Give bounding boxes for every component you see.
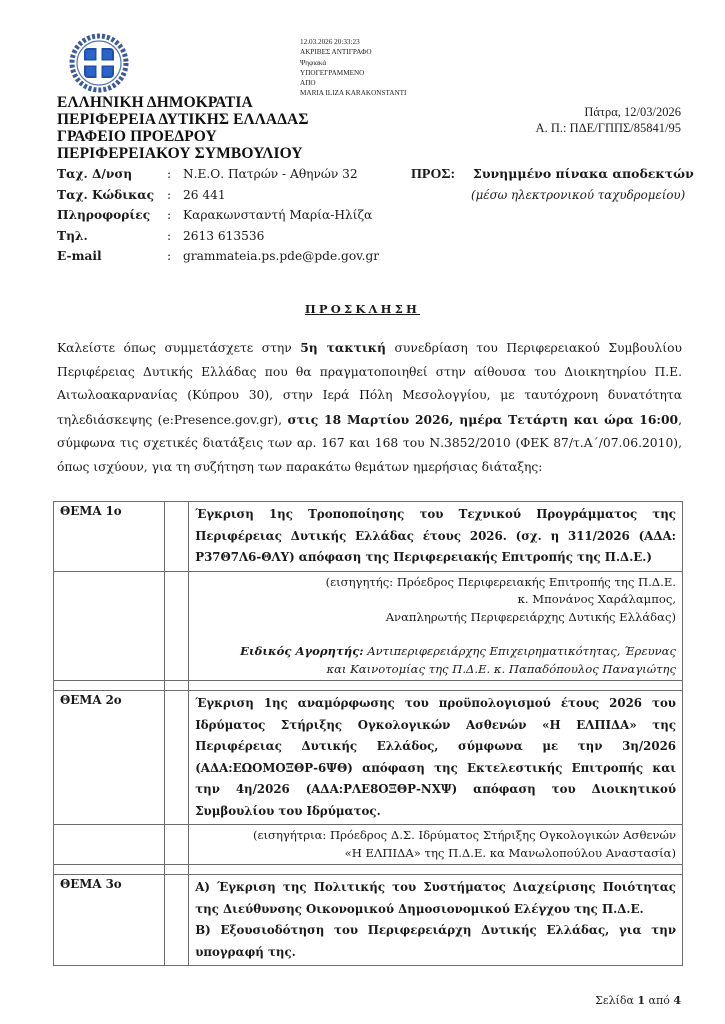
agenda-item-label: ΘΕΜΑ 2ο (54, 691, 165, 825)
contact-value: Ν.Ε.Ο. Πατρών - Αθηνών 32 (183, 167, 358, 181)
contact-value: Καρακωνσταντή Μαρία-Ηλίζα (183, 208, 373, 222)
agenda-empty-cell (54, 865, 165, 875)
stamp-line: MARIA ILIZA KARAKONSTANTI (300, 89, 407, 98)
rapporteur-line: Αναπληρωτής Περιφερειάρχης Δυτικής Ελλάδας) (385, 609, 676, 624)
contact-row-email (57, 246, 379, 267)
rapporteur-line: «Η ΕΛΠΙΔΑ» της Π.Δ.Ε. κα Μανωλοπούλου Αναστασία) (344, 845, 676, 860)
agenda-rapporteur (189, 825, 683, 865)
recipient-block (411, 164, 694, 205)
rapporteur-line: (εισηγήτρια: Πρόεδρος Δ.Σ. Ιδρύματος Στήριξης Ογκολογικών Ασθενών (252, 828, 676, 842)
body-line (57, 336, 682, 361)
topic-line: Έγκριση 1ης αναμόρφωσης του προϋπολογισμού έτους 2026 του (195, 696, 676, 710)
contact-row-postcode (57, 185, 379, 206)
agenda-empty-cell (165, 502, 189, 572)
body-line: Αιτωλοακαρνανίας (Κύπρου 30), στην Ιερά Πόλη Μεσολογγίου, με ταυτόχρονη δυνατότητα (57, 388, 682, 402)
place-and-protocol (536, 104, 681, 136)
of-word: από (645, 994, 674, 1007)
topic-line: της Διεύθυνσης Οικονομικού Δημοσιονομικού Ελέγχου της Π.Δ.Ε. (195, 901, 644, 916)
recipient-note: (μέσω ηλεκτρονικού ταχυδρομείου) (471, 188, 686, 202)
agenda-row-3-topic (54, 875, 683, 966)
agenda-topic (189, 691, 683, 825)
agenda-empty-cell (165, 865, 189, 875)
contact-label: E-mail (57, 249, 102, 263)
agenda-empty-cell (54, 571, 165, 681)
body-line: σύμφωνα τις σχετικές διατάξεις των αρ. 167 και 168 του Ν.3852/2010 (ΦΕΚ 87/τ.Α΄/07.06.2010), (57, 436, 682, 450)
body-text: συνεδρίαση του Περιφερειακού Συμβουλίου (385, 341, 682, 355)
agenda-empty-cell (165, 691, 189, 825)
body-text: Καλείστε όπως συμμετάσχετε στην (57, 341, 301, 355)
body-text: τηλεδιάσκεψης (e:Presence.gov.gr), (57, 412, 288, 427)
stamp-line: ΑΚΡΙΒΕΣ ΑΝΤΙΓΡΑΦΟ (300, 48, 372, 57)
agenda-spacer-row (54, 865, 683, 875)
stamp-line: Ψηφιακά (300, 58, 327, 67)
org-line: ΓΡΑΦΕΙΟ ΠΡΟΕΔΡΟΥ (57, 128, 217, 145)
meeting-datetime: στις 18 Μαρτίου 2026, ημέρα Τετάρτη και ώρα 16:00 (287, 411, 679, 427)
org-line: ΕΛΛΗΝΙΚΗ ΔΗΜΟΚΡΑΤΙΑ (57, 94, 253, 111)
body-line (57, 408, 682, 433)
org-line: ΠΕΡΙΦΕΡΕΙΑ ΔΥΤΙΚΗΣ ΕΛΛΑΔΑΣ (57, 111, 309, 128)
email-link[interactable]: grammateia.ps.pde@pde.gov.gr (183, 249, 380, 263)
place-date: Πάτρα, 12/03/2026 (584, 105, 681, 119)
agenda-row-2-topic (54, 691, 683, 825)
agenda-item-label: ΘΕΜΑ 3ο (54, 875, 165, 966)
topic-line: Β) Εξουσιοδότηση του Περιφερειάρχη Δυτικής Ελλάδας, για την (195, 923, 676, 937)
topic-line: Περιφέρειας Δυτικής Ελλάδος, σύμφωνα με την 3η/2026 (195, 739, 676, 753)
topic-line: την 4η/2026 (ΑΔΑ:ΡΛΕ8ΟΞΘΡ-ΝΧΨ) απόφαση του Διοικητικού (195, 782, 676, 796)
contact-row-phone (57, 226, 379, 247)
contact-value: 2613 613536 (183, 228, 265, 243)
topic-line: Έγκριση 1ης Τροποποίησης του Τεχνικού Προγράμματος της (195, 507, 676, 521)
topic-line: υπογραφή της. (195, 944, 296, 959)
body-line: Περιφέρειας Δυτικής Ελλάδας που θα πραγματοποιηθεί στην αίθουσα του Διοικητηρίου Π.Ε. (57, 364, 682, 379)
stamp-line: 12.03.2026 20:33:23 (300, 38, 360, 46)
contact-label: Τηλ. (57, 228, 88, 243)
agenda-table (53, 501, 683, 966)
invitation-body (57, 336, 682, 479)
agenda-empty-cell (189, 681, 683, 691)
contact-separator: : (167, 167, 172, 181)
agenda-spacer-row (54, 681, 683, 691)
current-page: 1 (637, 994, 646, 1007)
agenda-item-label: ΘΕΜΑ 1ο (54, 502, 165, 572)
contact-separator: : (167, 228, 172, 243)
organization-heading (57, 94, 309, 162)
session-number: 5η τακτική (300, 340, 386, 355)
contact-row-address (57, 164, 379, 185)
topic-line: Ρ37Θ7Λ6-ΘΛΥ) απόφαση της Περιφερειακής Επιτροπής της Π.Δ.Ε.) (195, 550, 652, 564)
agenda-empty-cell (54, 681, 165, 691)
contact-label: Ταχ. Δ/νση (57, 167, 133, 181)
contact-details (57, 164, 379, 267)
contact-separator: : (167, 208, 172, 222)
protocol-number: Α. Π.: ΠΔΕ/ΓΠΠΣ/85841/95 (535, 121, 681, 135)
document-title: ΠΡΟΣΚΛΗΣΗ (304, 302, 421, 316)
contact-row-info (57, 205, 379, 226)
recipient-label: ΠΡΟΣ: (411, 167, 456, 182)
special-speaker-line: Αντιπεριφερειάρχης Επιχειρηματικότητας, Έρευνας (363, 644, 676, 658)
body-line: όπως ισχύουν, για τη συζήτηση των παρακάτω θεμάτων ημερήσιας διάταξης: (57, 459, 543, 474)
contact-value: 26 441 (183, 187, 226, 202)
agenda-topic (189, 502, 683, 572)
topic-line: Συμβουλίου του Ιδρύματος. (195, 803, 381, 818)
digital-signature-stamp (300, 37, 406, 99)
page-word: Σελίδα (595, 994, 638, 1007)
agenda-topic (189, 875, 683, 966)
agenda-row-2-rapporteur (54, 825, 683, 865)
agenda-empty-cell (165, 825, 189, 865)
agenda-empty-cell (54, 825, 165, 865)
contact-separator: : (167, 187, 172, 202)
org-line: ΠΕΡΙΦΕΡΕΙΑΚΟΥ ΣΥΜΒΟΥΛΙΟΥ (57, 145, 303, 162)
special-speaker-label: Ειδικός Αγορητής: (240, 644, 364, 658)
total-pages: 4 (673, 994, 681, 1007)
topic-line: Ιδρύματος Στήριξης Ογκολογικών Ασθενών «Η ΕΛΠΙΔΑ» της (195, 717, 676, 732)
agenda-row-1-topic (54, 502, 683, 572)
stamp-line: ΥΠΟΓΕΓΡΑΜΜΕΝΟ (300, 68, 365, 77)
agenda-row-1-rapporteur (54, 571, 683, 681)
rapporteur-line: (εισηγητής: Πρόεδρος Περιφερειακής Επιτροπής της Π.Δ.Ε. (325, 574, 676, 589)
recipient-value: Συνημμένο πίνακα αποδεκτών (473, 166, 694, 181)
contact-label: Ταχ. Κώδικας (57, 187, 155, 202)
agenda-empty-cell (165, 875, 189, 966)
topic-line: (ΑΔΑ:ΕΩΟΜΟΞΘΡ-6ΨΘ) απόφαση της Εκτελεστικής Επιτροπής και (195, 760, 676, 775)
special-speaker-line: και Καινοτομίας της Π.Δ.Ε. κ. Παπαδόπουλος Παναγιώτης (326, 661, 676, 676)
rapporteur-line: κ. Μπονάνος Χαράλαμπος, (517, 592, 676, 606)
agenda-empty-cell (165, 571, 189, 681)
page-counter (595, 994, 681, 1007)
agenda-empty-cell (165, 681, 189, 691)
contact-label: Πληροφορίες (57, 208, 151, 222)
contact-separator: : (167, 249, 172, 263)
agenda-rapporteur (189, 571, 683, 681)
agenda-empty-cell (189, 865, 683, 875)
greek-coat-of-arms-icon (68, 32, 130, 94)
special-speaker (195, 643, 676, 678)
topic-line: Α) Έγκριση της Πολιτικής του Συστήματος Διαχείρισης Ποιότητας (195, 880, 676, 894)
body-text: , (678, 412, 682, 427)
stamp-line: ΑΠΟ (300, 79, 316, 88)
topic-line: Περιφέρειας Δυτικής Ελλάδας έτους 2026. (σχ. η 311/2026 (ΑΔΑ: (195, 528, 676, 543)
